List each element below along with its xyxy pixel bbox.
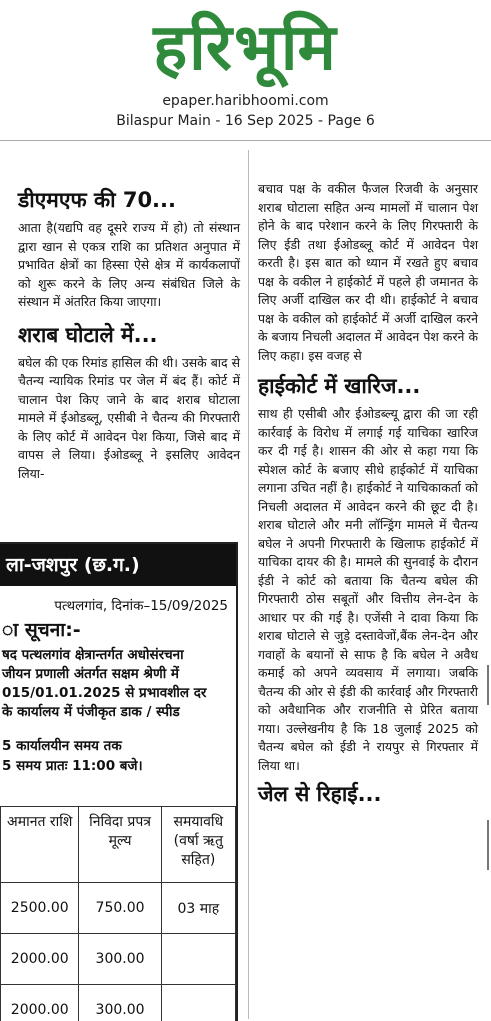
notice-time [0,736,236,776]
notice-time-line: 5 कार्यालयीन समय तक [2,736,236,756]
haribhoomi-logo: हरिभूमि [0,8,491,88]
edge-rule [487,820,489,870]
highcourt-heading: हाईकोर्ट में खारिज... [258,373,478,399]
table-cell: 2000.00 [1,934,79,985]
table-cell: 300.00 [79,934,161,985]
edge-rule [487,665,489,705]
column-divider [248,150,249,1019]
masthead [0,0,491,140]
liquor-scam-heading: शराब घोटाले में... [18,322,240,348]
table-header-row [1,807,236,883]
table-header: समयावधि (वर्षा ऋतु सहित) [161,807,235,883]
jail-release-heading: जेल से रिहाई... [258,781,478,807]
defence-paragraph: बचाव पक्ष के वकील फैजल रिजवी के अनुसार शराब घोटाला सहित अन्य मामलों में चालान पेश होने के बाद परेशान करने के लिए गिरफ्तारी के लिए ईडी तथा ईओडब्लू कोर्ट में आवेदन पेश करती है। इस बात को ध्यान में रखते हुए बचाव पक्ष के वकील ने हाईकोर्ट में पहले ही जमानत के लिए अर्जी दाखिल कर दी थी। हाईकोर्ट ने बचाव पक्ष के वकील को हाईकोर्ट में अर्जी दाखिल करने के बजाय निचली अदालत में आवेदन पेश करने के लिए कहा। इस वजह से [258,180,478,365]
edition-line: Bilaspur Main - 16 Sep 2025 - Page 6 [0,113,491,129]
notice-body-line: 015/01.01.2025 से प्रभावशील दर [2,684,236,703]
table-cell [161,934,235,985]
table-cell: 750.00 [79,883,161,934]
right-column [258,180,478,813]
notice-heading: ा सूचना:- [0,616,236,642]
notice-banner: ला-जशपुर (छ.ग.) [0,544,236,586]
dmf-heading: डीएमएफ की 70... [18,187,240,213]
notice-body-line: जीयन प्रणाली अंतर्गत सक्षम श्रेणी में [2,665,236,684]
notice-body [0,646,236,722]
left-column [18,185,240,483]
tender-notice [0,542,238,1021]
masthead-rule [0,140,491,141]
table-cell: 2000.00 [1,985,79,1021]
liquor-scam-paragraph: बघेल की एक रिमांड हासिल की थी। उसके बाद से चैतन्य न्यायिक रिमांड पर जेल में बंद हैं। कोर्ट में चालान पेश किए जाने के बाद शराब घोटाला मामले में ईओडब्लू, एसीबी ने चैतन्य की गिरफ्तारी के लिए कोर्ट में आवेदन पेश किया, जिसे बाद में वापस ले लिया। ईओडब्लू ने इसलिए आवेदन लिया- [18,354,240,484]
highcourt-paragraph: साथ ही एसीबी और ईओडब्ल्यू द्वारा की जा रही कार्रवाई के विरोध में लगाई गई याचिका खारिज कर दी गई है। शासन की ओर से कहा गया कि स्पेशल कोर्ट के बजाए सीधे हाईकोर्ट में याचिका लगाना उचित नहीं है। हाईकोर्ट ने याचिकाकर्ता को निचली अदालत में आवेदन करने की छूट दी है। शराब घोटाले और मनी लॉन्ड्रिंग मामले में चैतन्य बघेल ने अपनी गिरफ्तारी के खिलाफ हाईकोर्ट में याचिका दायर की है। मामले की सुनवाई के दौरान ईडी ने कोर्ट को बताया कि चैतन्य बघेल की गिरफ्तारी ठोस सबूतों और वित्तीय लेन-देन के आधार पर की गई है। एजेंसी ने दावा किया कि शराब घोटाले से जुड़े दस्तावेजों,बैंक लेन-देन और गवाहों के बयानों से साफ है कि बघेल ने अवैध कमाई को अपने व्यवसाय में लगाया। जबकि चैतन्य की ओर से ईडी की कार्रवाई और गिरफ्तारी को अवैधानिक और राजनीति से प्रेरित बताया गया। उल्लेखनीय है कि 18 जुलाई 2025 को चैतन्य बघेल को ईडी ने रायपुर से गिरफ्तार में लिया था। [258,405,478,775]
table-row [1,883,236,934]
notice-body-line: के कार्यालय में पंजीकृत डाक / स्पीड [2,703,236,722]
table-cell: 03 माह [161,883,235,934]
table-cell: 300.00 [79,985,161,1021]
table-row [1,934,236,985]
dmf-paragraph: आता है(यद्यपि वह दूसरे राज्य में हो) तो संस्थान द्वारा खान से एकत्र राशि का प्रतिशत अनुपात में प्रभावित क्षेत्रों का हिस्सा ऐसे क्षेत्र में कार्यकलापों को शुरू करने के लिए अन्य संबंधित जिले के संस्थान में अंतरित किया जाएगा। [18,219,240,312]
notice-table [0,806,236,1021]
notice-body-line: षद पत्थलगांव क्षेत्रान्तर्गत अधोसंरचना [2,646,236,665]
table-header: निविदा प्रपत्र मूल्य [79,807,161,883]
table-row [1,985,236,1021]
table-cell [161,985,235,1021]
epaper-url[interactable]: epaper.haribhoomi.com [0,93,491,109]
table-cell: 2500.00 [1,883,79,934]
table-header: अमानत राशि [1,807,79,883]
notice-time-line: 5 समय प्रातः 11:00 बजे। [2,756,236,776]
notice-date: पत्थलगांव, दिनांक–15/09/2025 [0,596,236,614]
